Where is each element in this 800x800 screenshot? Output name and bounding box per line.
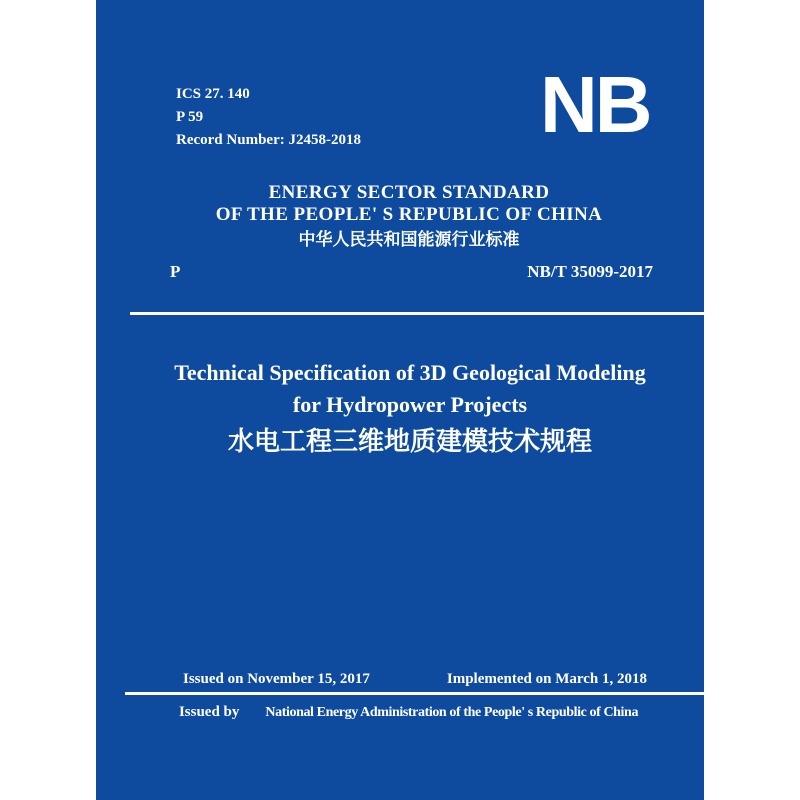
standard-heading-zh: 中华人民共和国能源行业标准 xyxy=(298,230,520,249)
standard-cover xyxy=(96,0,704,800)
ics-code: ICS 27. 140 xyxy=(176,86,250,102)
title-en-line2: for Hydropower Projects xyxy=(292,392,528,417)
header-codes xyxy=(176,83,361,152)
bottom-rule-divider xyxy=(125,692,704,695)
standard-heading-en-line1: ENERGY SECTOR STANDARD xyxy=(268,182,550,203)
standard-heading-en-line2: OF THE PEOPLE' S REPUBLIC OF CHINA xyxy=(215,204,603,225)
issued-by-row xyxy=(96,703,704,721)
classification-letter: P xyxy=(170,262,181,281)
standard-heading xyxy=(96,182,704,252)
implemented-date: Implemented on March 1, 2018 xyxy=(446,671,647,687)
title-en-line1: Technical Specification of 3D Geological Modeling xyxy=(174,360,646,385)
issuer-name: National Energy Administration of the People' s Republic of China xyxy=(265,705,639,720)
issued-by-label: Issued by xyxy=(178,704,240,720)
document-title xyxy=(96,358,704,458)
issued-date: Issued on November 15, 2017 xyxy=(183,671,370,687)
title-zh: 水电工程三维地质建模技术规程 xyxy=(227,427,592,456)
record-number: Record Number: J2458-2018 xyxy=(176,132,361,148)
classification-code: P 59 xyxy=(176,109,204,125)
top-rule-divider xyxy=(130,312,704,315)
standard-number: NB/T 35099-2017 xyxy=(527,262,653,281)
nb-logo: NB xyxy=(540,60,650,149)
